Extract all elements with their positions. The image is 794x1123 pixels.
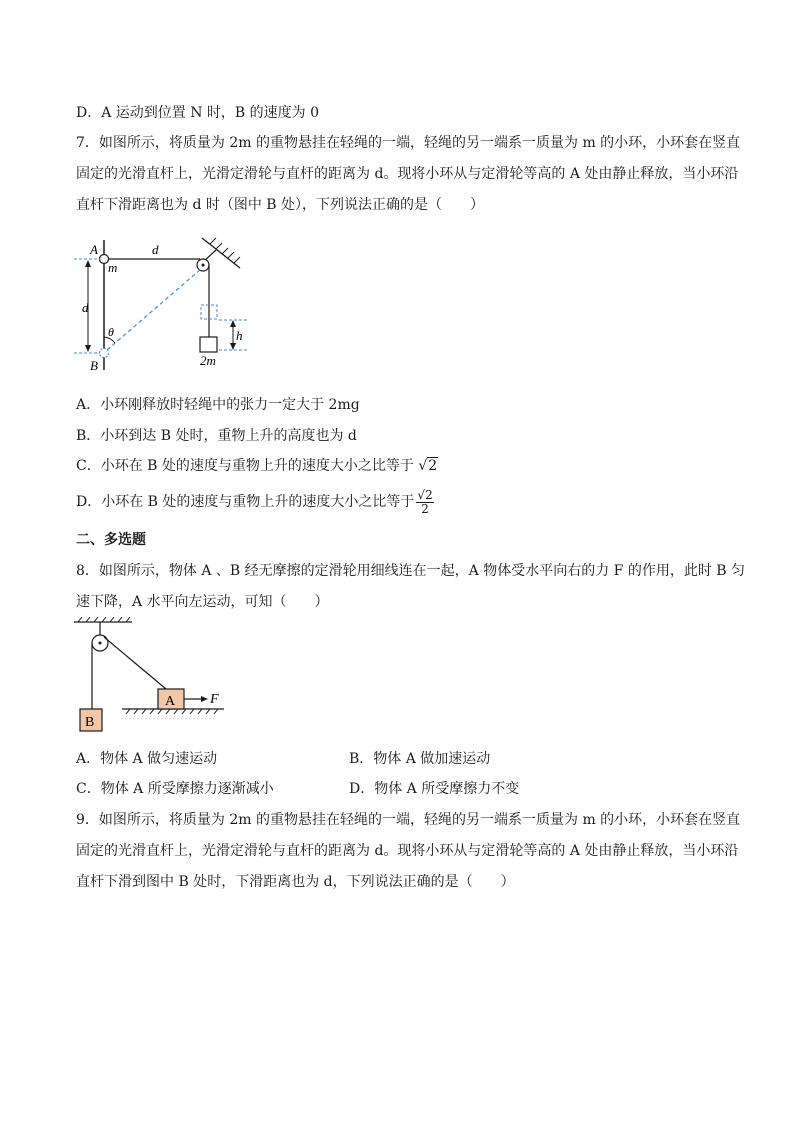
q7-option-d: D．小环在 B 处的速度与重物上升的速度大小之比等于 $\frac{√2}{2}$ bbox=[76, 487, 433, 516]
q8-stem-line-1: 8．如图所示，物体 A 、B 经无摩擦的定滑轮用细线连在一起，A 物体受水平向右的力 F 的作用，此时 B 匀 bbox=[76, 563, 746, 579]
label-F: F bbox=[210, 692, 219, 707]
q8-stem-line-2: 速下降，A 水平向左运动，可知（ ） bbox=[76, 594, 329, 610]
fraction-sqrt2-over-2: $\frac{√2}{2}$ bbox=[417, 487, 433, 516]
label-d-side: d bbox=[82, 300, 89, 315]
q7-stem-line-2: 固定的光滑直杆上，光滑定滑轮与直杆的距离为 d。现将小环从与定滑轮等高的 A 处由静止释放，当小环沿 bbox=[76, 166, 739, 182]
mass-2m bbox=[200, 337, 217, 352]
label-2m: 2m bbox=[200, 353, 216, 368]
dashed-rope bbox=[107, 269, 201, 350]
label-A: A bbox=[165, 694, 176, 709]
rope-to-A bbox=[104, 637, 166, 689]
label-B: B bbox=[90, 358, 98, 373]
ceiling-hatch bbox=[78, 617, 130, 622]
label-B: B bbox=[85, 715, 95, 730]
q8-figure bbox=[70, 617, 230, 737]
q8-option-c: C．物体 A 所受摩擦力逐渐减小 bbox=[76, 781, 274, 797]
q8-option-b: B．物体 A 做加速运动 bbox=[349, 751, 491, 767]
q9-stem-line-3: 直杆下滑到图中 B 处时，下滑距离也为 d，下列说法正确的是（ ） bbox=[76, 874, 515, 890]
label-A: A bbox=[90, 242, 98, 257]
q8-option-d: D．物体 A 所受摩擦力不变 bbox=[349, 781, 520, 797]
q9-stem-line-1: 9．如图所示，将质量为 2m 的重物悬挂在轻绳的一端，轻绳的另一端系一质量为 m 的小环，小环套在竖直 bbox=[76, 812, 741, 828]
q7-option-c: C．小环在 B 处的速度与重物上升的速度大小之比等于 √2 bbox=[76, 458, 438, 474]
label-h: h bbox=[236, 328, 243, 343]
q7-stem-line-1: 7．如图所示，将质量为 2m 的重物悬挂在轻绳的一端，轻绳的另一端系一质量为 m 的小环，小环套在竖直 bbox=[76, 135, 741, 151]
q7-stem-line-3: 直杆下滑距离也为 d 时（图中 B 处），下列说法正确的是（ ） bbox=[76, 197, 485, 213]
q8-option-a: A．物体 A 做匀速运动 bbox=[76, 751, 218, 767]
q7-option-a: A．小环刚释放时轻绳中的张力一定大于 2mg bbox=[76, 397, 360, 413]
q9-stem-line-2: 固定的光滑直杆上，光滑定滑轮与直杆的距离为 d。现将小环从与定滑轮等高的 A 处由静止释放，当小环沿 bbox=[76, 843, 739, 859]
q7-option-b: B．小环到达 B 处时，重物上升的高度也为 d bbox=[76, 428, 357, 444]
q7-figure bbox=[70, 232, 250, 374]
label-m: m bbox=[108, 260, 118, 275]
section-title-multi-choice: 二、多选题 bbox=[76, 532, 146, 548]
ground-hatch bbox=[126, 709, 218, 714]
ceiling-hatch bbox=[210, 238, 240, 263]
q6-option-d: D．A 运动到位置 N 时，B 的速度为 0 bbox=[76, 105, 320, 121]
label-theta: θ bbox=[108, 325, 114, 339]
label-d-top: d bbox=[152, 242, 159, 257]
